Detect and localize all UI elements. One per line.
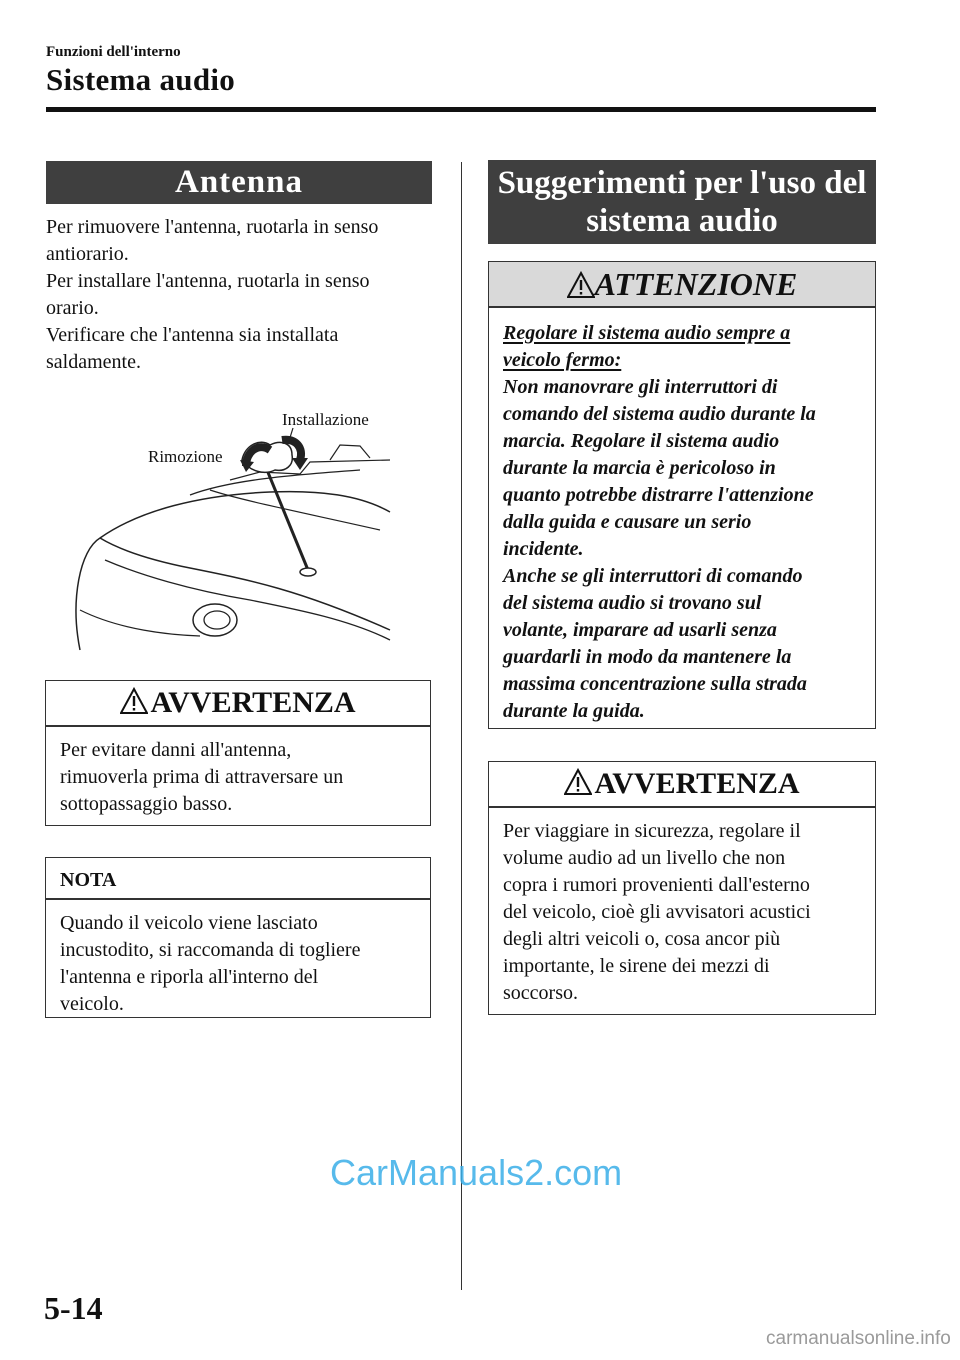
warning-line: copra i rumori provenienti dall'esterno: [503, 873, 810, 896]
header-rule: [46, 107, 876, 112]
section-label: Funzioni dell'interno: [46, 44, 181, 60]
warning-title-row: [489, 762, 875, 802]
warning-line: soccorso.: [503, 981, 578, 1004]
antenna-line: saldamente.: [46, 351, 141, 373]
caution-line: Non manovrare gli interruttori di: [503, 375, 778, 398]
antenna-line: Verificare che l'antenna sia installata: [46, 324, 339, 346]
page-title: Sistema audio: [46, 62, 236, 97]
warning-line: rimuoverla prima di attraversare un: [60, 765, 344, 788]
note-title: NOTA: [60, 869, 117, 891]
watermark-carmanuals2[interactable]: CarManuals2.com: [330, 1152, 623, 1193]
warning-title-row: [46, 681, 430, 721]
caution-line: del sistema audio si trovano sul: [503, 591, 762, 614]
caution-box: [488, 261, 876, 729]
caution-title-row: [489, 262, 875, 306]
column-divider: [461, 162, 462, 1290]
warning-triangle-icon: [567, 271, 595, 299]
warning-line: degli altri veicoli o, cosa ancor più: [503, 927, 781, 950]
caution-line: dalla guida e causare un serio: [503, 510, 752, 533]
caution-title: ATTENZIONE: [594, 266, 798, 302]
warning-line: Per viaggiare in sicurezza, regolare il: [503, 819, 801, 842]
antenna-warning-box: [45, 680, 431, 826]
note-line: veicolo.: [60, 992, 124, 1015]
note-line: l'antenna e riporla all'interno del: [60, 965, 319, 988]
antenna-line: orario.: [46, 297, 99, 319]
caution-line: durante la marcia è pericoloso in: [503, 456, 776, 479]
caution-line: comando del sistema audio durante la: [503, 402, 816, 425]
caution-line: durante la guida.: [503, 699, 645, 722]
caution-line: guardarli in modo da mantenere la: [503, 645, 792, 668]
tips-heading: [488, 160, 876, 244]
caution-line: Anche se gli interruttori di comando: [503, 564, 803, 587]
antenna-note-box: [45, 857, 431, 1018]
tips-heading-line: sistema audio: [586, 203, 778, 239]
label-rimozione: Rimozione: [148, 447, 223, 466]
warning-line: del veicolo, cioè gli avvisatori acustici: [503, 900, 811, 923]
antenna-line: Per rimuovere l'antenna, ruotarla in senso: [46, 216, 379, 238]
warning-text: [489, 808, 875, 1021]
page-number: 5-14: [44, 1290, 103, 1326]
warning-line: Per evitare danni all'antenna,: [60, 738, 292, 761]
antenna-instructions: [46, 214, 426, 376]
caution-underlined-line: veicolo fermo:: [503, 348, 622, 371]
warning-title: AVVERTENZA: [594, 767, 800, 800]
antenna-line: Per installare l'antenna, ruotarla in senso: [46, 270, 370, 292]
antenna-heading: Antenna: [46, 161, 432, 204]
watermark-carmanualsonline[interactable]: carmanualsonline.info: [766, 1328, 951, 1349]
caution-line: marcia. Regolare il sistema audio: [503, 429, 780, 452]
caution-line: massima concentrazione sulla strada: [503, 672, 807, 695]
caution-line: incidente.: [503, 537, 584, 560]
antenna-line: antiorario.: [46, 243, 129, 265]
note-text: [46, 900, 430, 1032]
warning-title: AVVERTENZA: [150, 686, 356, 719]
antenna-illustration: [60, 400, 420, 660]
warning-text: [46, 727, 430, 832]
warning-line: sottopassaggio basso.: [60, 792, 233, 815]
note-line: Quando il veicolo viene lasciato: [60, 911, 318, 934]
warning-line: volume audio ad un livello che non: [503, 846, 786, 869]
warning-triangle-icon: [564, 768, 592, 796]
tips-warning-box: [488, 761, 876, 1015]
caution-line: quanto potrebbe distrarre l'attenzione: [503, 483, 814, 506]
warning-line: importante, le sirene dei mezzi di: [503, 954, 770, 977]
label-installazione: Installazione: [282, 410, 369, 429]
caution-line: volante, imparare ad usarli senza: [503, 618, 777, 641]
note-line: incustodito, si raccomanda di togliere: [60, 938, 361, 961]
caution-text: [489, 308, 875, 739]
tips-heading-line: Suggerimenti per l'uso del: [497, 165, 867, 201]
warning-triangle-icon: [120, 687, 148, 715]
caution-underlined-line: Regolare il sistema audio sempre a: [503, 321, 791, 344]
